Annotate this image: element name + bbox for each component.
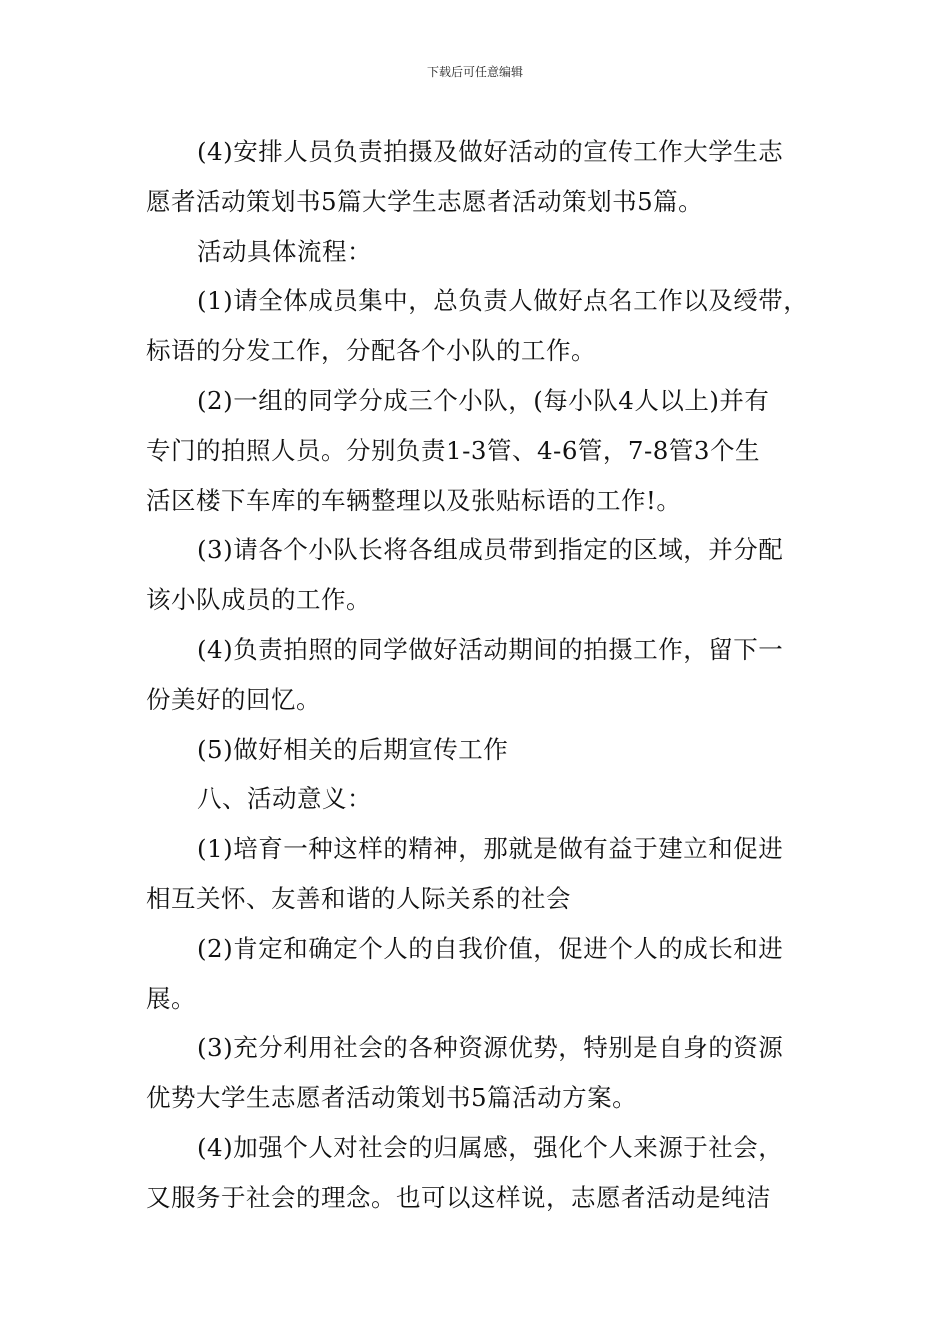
document-body <box>146 127 818 1223</box>
text-line: 份美好的回忆。 <box>146 684 321 714</box>
text-line: 专门的拍照人员。分别负责1-3管、4-6管，7-8管3个生 <box>146 435 760 465</box>
text-line: (1)请全体成员集中，总负责人做好点名工作以及绶带， <box>197 286 809 316</box>
text-line: (3)充分利用社会的各种资源优势，特别是自身的资源 <box>197 1033 784 1063</box>
text-line: 相互关怀、友善和谐的人际关系的社会 <box>146 883 571 913</box>
text-line: 展。 <box>146 983 196 1013</box>
text-line: 标语的分发工作，分配各个小队的工作。 <box>146 336 596 366</box>
text-line: (2)一组的同学分成三个小队，(每小队4人以上)并有 <box>197 385 770 415</box>
text-line: (4)安排人员负责拍摄及做好活动的宣传工作大学生志 <box>197 137 784 166</box>
text-line: 又服务于社会的理念。也可以这样说，志愿者活动是纯洁 <box>146 1182 771 1212</box>
text-line: (4)加强个人对社会的归属感，强化个人来源于社会， <box>197 1132 784 1162</box>
text-line: 该小队成员的工作。 <box>146 585 371 615</box>
text-line: 活区楼下车库的车辆整理以及张贴标语的工作!。 <box>146 485 682 515</box>
text-line: (2)肯定和确定个人的自我价值，促进个人的成长和进 <box>197 933 784 963</box>
text-line: (4)负责拍照的同学做好活动期间的拍摄工作，留下一 <box>197 634 784 664</box>
section-heading: 活动具体流程： <box>197 236 372 266</box>
text-line: (5)做好相关的后期宣传工作 <box>197 734 509 764</box>
section-heading: 八、活动意义： <box>197 784 372 814</box>
text-line: 优势大学生志愿者活动策划书5篇活动方案。 <box>146 1083 638 1113</box>
text-line: (3)请各个小队长将各组成员带到指定的区域，并分配 <box>197 535 784 565</box>
text-line: (1)培育一种这样的精神，那就是做有益于建立和促进 <box>197 834 784 864</box>
text-line: 愿者活动策划书5篇大学生志愿者活动策划书5篇。 <box>146 186 704 216</box>
page-header: 下载后可任意编辑 <box>426 65 523 79</box>
